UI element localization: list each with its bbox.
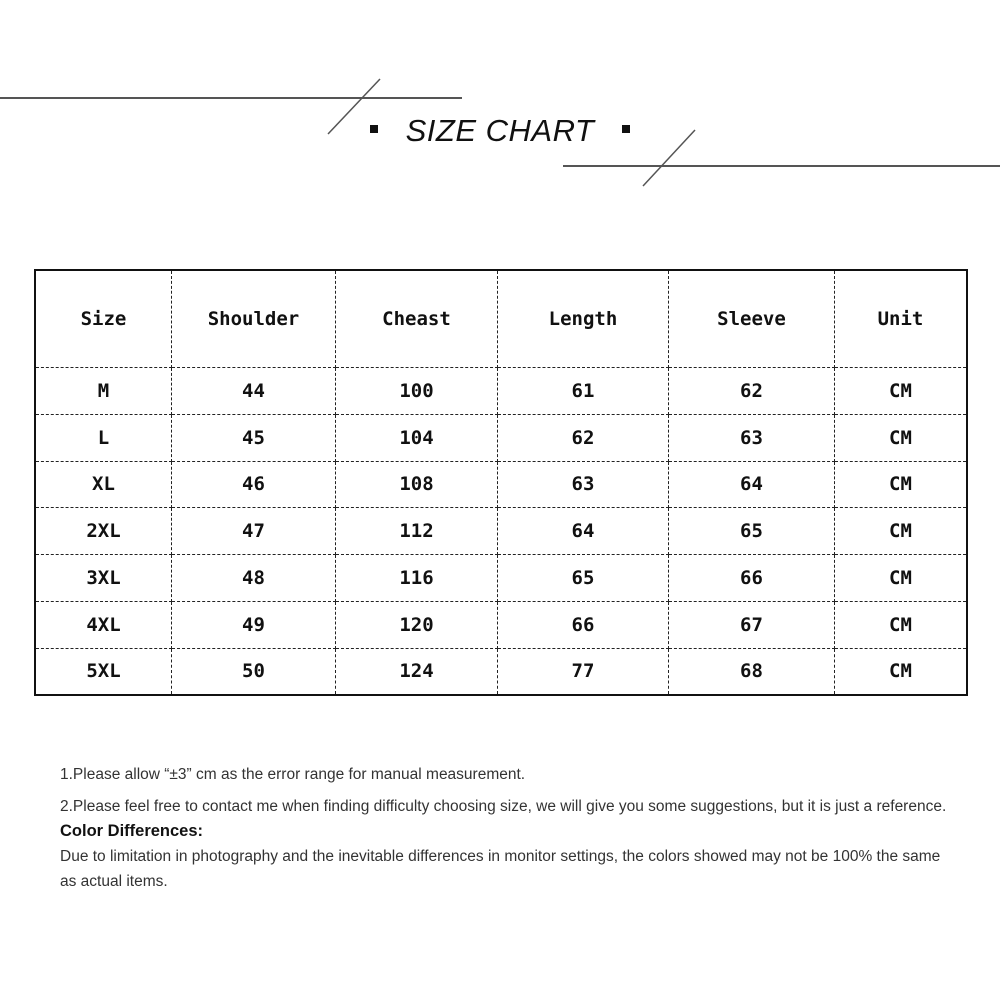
table-cell: 46 (172, 461, 336, 508)
table-cell: 45 (172, 414, 336, 461)
table-cell: 112 (336, 508, 498, 555)
size-table-body (36, 368, 966, 695)
table-cell: 2XL (36, 508, 172, 555)
header-chest: Cheast (336, 271, 498, 368)
size-chart-title (0, 113, 1000, 149)
table-cell: 64 (669, 461, 835, 508)
square-bullet-icon (370, 125, 378, 133)
table-row (36, 555, 966, 602)
title-text: SIZE CHART (405, 113, 595, 148)
table-cell: 100 (336, 368, 498, 415)
table-cell: CM (835, 601, 967, 648)
table-header-row (36, 271, 966, 368)
table-cell: 50 (172, 648, 336, 694)
table-row (36, 508, 966, 555)
table-cell: 65 (498, 555, 669, 602)
table-cell: CM (835, 461, 967, 508)
table-row (36, 648, 966, 694)
table-cell: 66 (669, 555, 835, 602)
table-row (36, 461, 966, 508)
header-length: Length (498, 271, 669, 368)
table-cell: CM (835, 555, 967, 602)
table-cell: 63 (498, 461, 669, 508)
table-cell: XL (36, 461, 172, 508)
size-table (36, 271, 966, 694)
table-cell: 5XL (36, 648, 172, 694)
table-cell: CM (835, 414, 967, 461)
table-cell: 77 (498, 648, 669, 694)
table-cell: 44 (172, 368, 336, 415)
color-differences-text: Due to limitation in photography and the inevitable differences in monitor settings, the colors showed may not be 100% the same as actual items. (60, 848, 941, 890)
table-cell: 124 (336, 648, 498, 694)
table-cell: 63 (669, 414, 835, 461)
header-sleeve: Sleeve (669, 271, 835, 368)
header-unit: Unit (835, 271, 967, 368)
table-row (36, 368, 966, 415)
table-cell: 120 (336, 601, 498, 648)
table-cell: 49 (172, 601, 336, 648)
table-cell: 61 (498, 368, 669, 415)
table-cell: 65 (669, 508, 835, 555)
note-error-range: 1.Please allow “±3” cm as the error range for manual measurement. (60, 766, 526, 783)
table-cell: 48 (172, 555, 336, 602)
table-cell: M (36, 368, 172, 415)
header-shoulder: Shoulder (172, 271, 336, 368)
note-contact: 2.Please feel free to contact me when finding difficulty choosing size, we will give you some suggestions, but it is just a reference. (60, 798, 947, 815)
table-cell: L (36, 414, 172, 461)
table-cell: 68 (669, 648, 835, 694)
table-cell: CM (835, 648, 967, 694)
table-cell: 66 (498, 601, 669, 648)
notes-section (60, 762, 950, 894)
table-cell: CM (835, 368, 967, 415)
square-bullet-icon (622, 125, 630, 133)
table-cell: 47 (172, 508, 336, 555)
table-row (36, 601, 966, 648)
table-row (36, 414, 966, 461)
table-cell: 116 (336, 555, 498, 602)
table-cell: 4XL (36, 601, 172, 648)
table-cell: CM (835, 508, 967, 555)
table-cell: 104 (336, 414, 498, 461)
size-table-container (34, 269, 968, 696)
table-cell: 62 (669, 368, 835, 415)
table-cell: 64 (498, 508, 669, 555)
table-cell: 67 (669, 601, 835, 648)
table-cell: 108 (336, 461, 498, 508)
color-differences-heading: Color Differences: (60, 822, 204, 840)
table-cell: 3XL (36, 555, 172, 602)
header-size: Size (36, 271, 172, 368)
table-cell: 62 (498, 414, 669, 461)
